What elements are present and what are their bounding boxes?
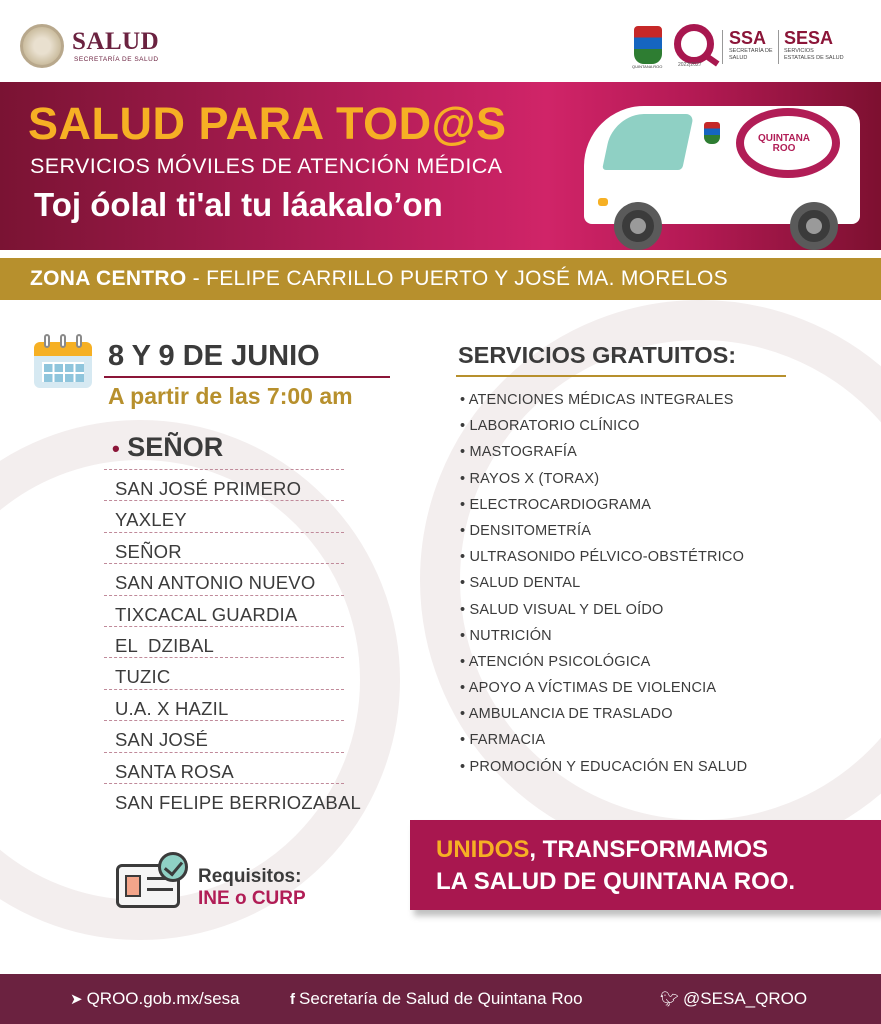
list-item: [104, 626, 344, 657]
sesa-logo-title: SESA: [784, 28, 834, 48]
list-item-label: SAN JOSÉ: [115, 729, 209, 751]
calendar-ring: [76, 334, 82, 348]
service-item: • FARMACIA: [460, 732, 546, 749]
van-state-shield-icon: [704, 122, 720, 144]
service-item: • SALUD DENTAL: [460, 575, 581, 592]
salud-logo-title: SALUD: [72, 28, 160, 55]
list-item-label: SANTA ROSA: [115, 760, 234, 782]
requirements-label: Requisitos:: [198, 866, 302, 887]
zone-name: ZONA CENTRO: [30, 267, 187, 290]
van-wheel: [790, 202, 838, 250]
list-item: [104, 657, 344, 688]
list-item-label: TIXCACAL GUARDIA: [115, 603, 298, 625]
ssa-logo-title: SSA: [729, 28, 767, 48]
list-item-label: YAXLEY: [115, 509, 187, 531]
banner-subtitle: SERVICIOS MÓVILES DE ATENCIÓN MÉDICA: [30, 154, 503, 178]
service-item: • ATENCIÓN PSICOLÓGICA: [460, 653, 651, 670]
list-item: [104, 532, 344, 563]
van-wheel: [614, 202, 662, 250]
service-item: • DENSITOMETRÍA: [460, 522, 592, 539]
service-item: • ELECTROCARDIOGRAMA: [460, 496, 652, 513]
service-item: • NUTRICIÓN: [460, 627, 552, 644]
list-item: [104, 720, 344, 751]
q-government-logo-icon: [674, 24, 714, 64]
twitter-icon: 🐦︎: [660, 991, 680, 1008]
footer: [0, 974, 881, 1024]
header: [0, 0, 881, 82]
facebook-icon: f: [290, 991, 295, 1008]
service-item: • PROMOCIÓN Y EDUCACIÓN EN SALUD: [460, 758, 748, 775]
event-time: A partir de las 7:00 am: [108, 383, 353, 409]
list-item-label: TUZIC: [115, 666, 171, 688]
zone-bar: [0, 258, 881, 300]
facebook-link[interactable]: [290, 989, 583, 1009]
locality-bullet: •: [112, 436, 120, 461]
service-item: • LABORATORIO CLÍNICO: [460, 418, 640, 435]
service-item: • ATENCIONES MÉDICAS INTEGRALES: [460, 392, 734, 408]
slogan-box: [410, 820, 881, 910]
locality-heading: [112, 432, 223, 463]
id-photo: [125, 875, 141, 897]
event-date: 8 Y 9 DE JUNIO: [108, 340, 320, 372]
service-item: • ULTRASONIDO PÉLVICO-OBSTÉTRICO: [460, 549, 745, 566]
date-underline: [104, 376, 390, 378]
website-link[interactable]: [70, 989, 240, 1009]
calendar-ring: [60, 334, 66, 348]
sesa-logo-subtitle: SERVICIOS ESTATALES DE SALUD: [784, 48, 844, 61]
service-item: • MASTOGRAFÍA: [460, 444, 577, 461]
van-logo-text: QUINTANA ROO: [757, 133, 811, 154]
hero-banner: [0, 82, 881, 250]
service-item: • APOYO A VÍCTIMAS DE VIOLENCIA: [460, 680, 717, 697]
list-item-label: SAN ANTONIO NUEVO: [115, 572, 316, 594]
banner-title: SALUD PARA TOD@S: [28, 98, 507, 149]
services-list: [460, 392, 840, 785]
national-seal-icon: [20, 24, 64, 68]
service-item: • AMBULANCIA DE TRASLADO: [460, 706, 673, 723]
list-item-label: U.A. X HAZIL: [115, 697, 229, 719]
list-item: [104, 563, 344, 594]
locality-list: [104, 469, 362, 814]
services-heading: SERVICIOS GRATUITOS:: [458, 342, 737, 368]
list-item-label: SEÑOR: [115, 540, 182, 562]
twitter-link[interactable]: [660, 989, 807, 1009]
list-item: [104, 783, 362, 814]
list-item: [104, 595, 344, 626]
divider: [722, 30, 723, 64]
zone-municipalities: - FELIPE CARRILLO PUERTO Y JOSÉ MA. MORELOS: [186, 267, 728, 290]
list-item: [104, 752, 344, 783]
list-item-label: SAN JOSÉ PRIMERO: [115, 478, 302, 499]
list-item: [104, 689, 344, 720]
slogan-accent: UNIDOS: [436, 836, 530, 863]
facebook-text: Secretaría de Salud de Quintana Roo: [299, 989, 583, 1008]
slogan-line-1-rest: , TRANSFORMAMOS: [529, 836, 768, 863]
state-shield-label: QUINTANA ROO: [632, 64, 663, 69]
website-text: QROO.gob.mx/sesa: [86, 989, 240, 1008]
calendar-icon: [34, 334, 92, 388]
salud-logo-subtitle: SECRETARÍA DE SALUD: [74, 56, 159, 63]
list-item: [104, 500, 344, 531]
check-icon: [158, 852, 188, 882]
services-underline: [456, 375, 786, 377]
list-item-label: EL DZIBAL: [115, 634, 214, 656]
cursor-icon: ➤: [70, 991, 83, 1008]
list-item: [104, 469, 344, 500]
calendar-grid: [42, 362, 84, 382]
list-item-label: SAN FELIPE BERRIOZABAL: [115, 791, 362, 813]
mobile-clinic-van-icon: [584, 100, 860, 250]
van-light: [598, 198, 608, 206]
state-shield-icon: [634, 26, 662, 64]
banner-maya-text: Toj óolal ti'al tu láakalo’on: [34, 186, 443, 223]
service-item: • SALUD VISUAL Y DEL OÍDO: [460, 601, 664, 618]
slogan-line-2: LA SALUD DE QUINTANA ROO.: [436, 868, 796, 895]
locality-heading-text: SEÑOR: [127, 432, 224, 462]
ssa-logo-subtitle: SECRETARÍA DE SALUD: [729, 48, 773, 61]
slogan-line-1: [436, 836, 768, 864]
zone-text: [30, 267, 728, 291]
q-government-years: 2022|2027: [678, 62, 702, 68]
service-item: • RAYOS X (TORAX): [460, 470, 600, 487]
divider: [778, 30, 779, 64]
twitter-text: @SESA_QROO: [683, 989, 808, 1008]
requirements-value: INE o CURP: [198, 888, 306, 909]
calendar-ring: [44, 334, 50, 348]
